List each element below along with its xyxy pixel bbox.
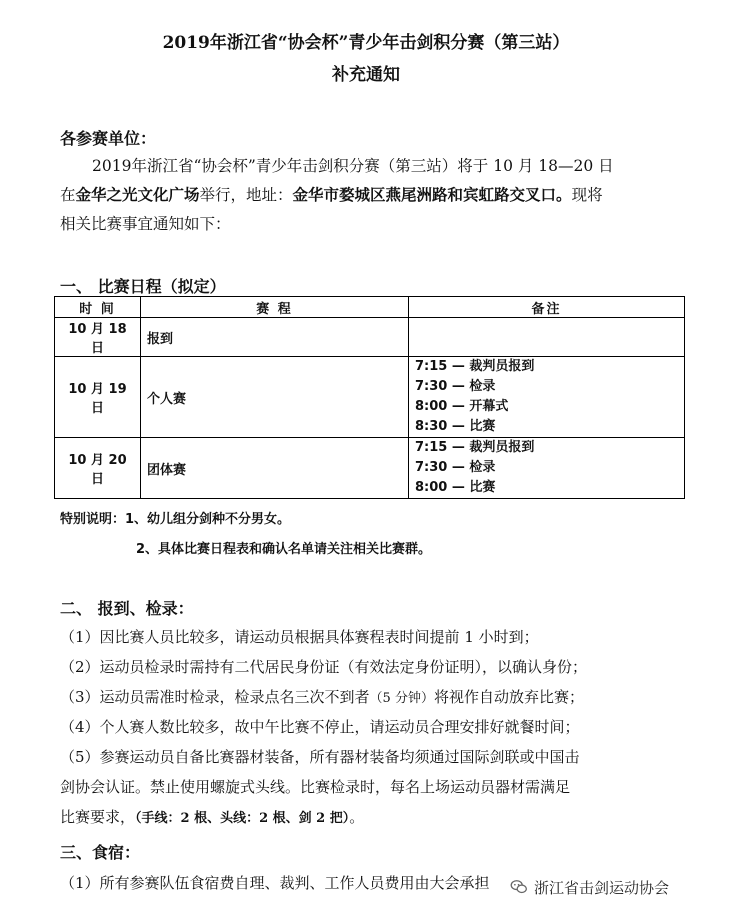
section3-item-1: （1）所有参赛队伍食宿费自理、裁判、工作人员费用由大会承担 xyxy=(60,874,490,892)
header-notes: 备注 xyxy=(409,297,685,318)
special-note-2: 2、具体比赛日程表和确认名单请关注相关比赛群。 xyxy=(136,542,432,557)
watermark xyxy=(508,876,669,898)
note-line: 7:30 — 检录 xyxy=(415,460,496,475)
wechat-icon xyxy=(508,876,530,898)
document-subtitle: 补充通知 xyxy=(332,65,400,85)
section1-heading: 一、 比赛日程（拟定） xyxy=(60,277,226,296)
section2-item-5-line-1: （5）参赛运动员自备比赛器材装备，所有器材装备均须通过国际剑联或中国击 xyxy=(60,748,580,766)
section2-item-3: （3）运动员需准时检录，检录点名三次不到者（5 分钟）将视作自动放弃比赛； xyxy=(60,688,584,706)
section2-item-5-line-2: 剑协会认证。禁止使用螺旋式头线。比赛检录时，每名上场运动员器材需满足 xyxy=(60,778,571,796)
note-line: 8:00 — 开幕式 xyxy=(415,399,509,414)
equipment-requirement: （手线：2 根、头线：2 根、剑 2 把） xyxy=(135,811,350,826)
section2-item-4: （4）个人赛人数比较多，故中午比赛不停止，请运动员合理安排好就餐时间； xyxy=(60,718,580,736)
table-row xyxy=(55,438,685,499)
note-line: 8:00 — 比赛 xyxy=(415,480,496,495)
section2-item-5-line-3: 比赛要求，（手线：2 根、头线：2 根、剑 2 把）。 xyxy=(60,808,365,826)
header-time: 时 间 xyxy=(55,297,141,318)
note-line: 7:30 — 检录 xyxy=(415,379,496,394)
watermark-text: 浙江省击剑运动协会 xyxy=(534,878,670,897)
intro-line-1: 2019年浙江省“协会杯”青少年击剑积分赛（第三站）将于 10 月 18—20 日 xyxy=(92,157,614,175)
table-row xyxy=(55,318,685,357)
addressee: 各参赛单位： xyxy=(60,129,157,148)
schedule-table xyxy=(54,296,685,499)
section2-item-2: （2）运动员检录时需持有二代居民身份证（有效法定身份证明），以确认身份； xyxy=(60,658,588,676)
header-event: 赛 程 xyxy=(141,297,409,318)
venue-name: 金华之光文化广场 xyxy=(75,185,200,204)
row1-event: 报到 xyxy=(141,318,409,357)
intro-line-2: 在金华之光文化广场举行，地址：金华市婺城区燕尾洲路和宾虹路交叉口。现将 xyxy=(60,185,603,204)
intro-line-3: 相关比赛事宜通知如下： xyxy=(60,215,231,233)
note-line: 7:15 — 裁判员报到 xyxy=(415,359,535,374)
row2-date: 10 月 19 日 xyxy=(55,357,141,438)
special-note-1: 特别说明：1、幼儿组分剑种不分男女。 xyxy=(60,512,291,527)
document-title: 2019年浙江省“协会杯”青少年击剑积分赛（第三站） xyxy=(162,33,570,53)
section2-heading: 二、 报到、检录： xyxy=(60,599,194,618)
table-row xyxy=(55,357,685,438)
row2-notes xyxy=(409,357,685,438)
row1-notes xyxy=(409,318,685,357)
section3-heading: 三、食宿： xyxy=(60,843,141,862)
row3-date: 10 月 20 日 xyxy=(55,438,141,499)
schedule-header-row xyxy=(55,297,685,318)
row1-date: 10 月 18 日 xyxy=(55,318,141,357)
section2-item-1: （1）因比赛人员比较多，请运动员根据具体赛程表时间提前 1 小时到； xyxy=(60,628,539,646)
row2-event: 个人赛 xyxy=(141,357,409,438)
note-line: 7:15 — 裁判员报到 xyxy=(415,440,535,455)
venue-address: 金华市婺城区燕尾洲路和宾虹路交叉口。 xyxy=(292,185,572,204)
note-line: 8:30 — 比赛 xyxy=(415,419,496,434)
row3-event: 团体赛 xyxy=(141,438,409,499)
row3-notes xyxy=(409,438,685,499)
